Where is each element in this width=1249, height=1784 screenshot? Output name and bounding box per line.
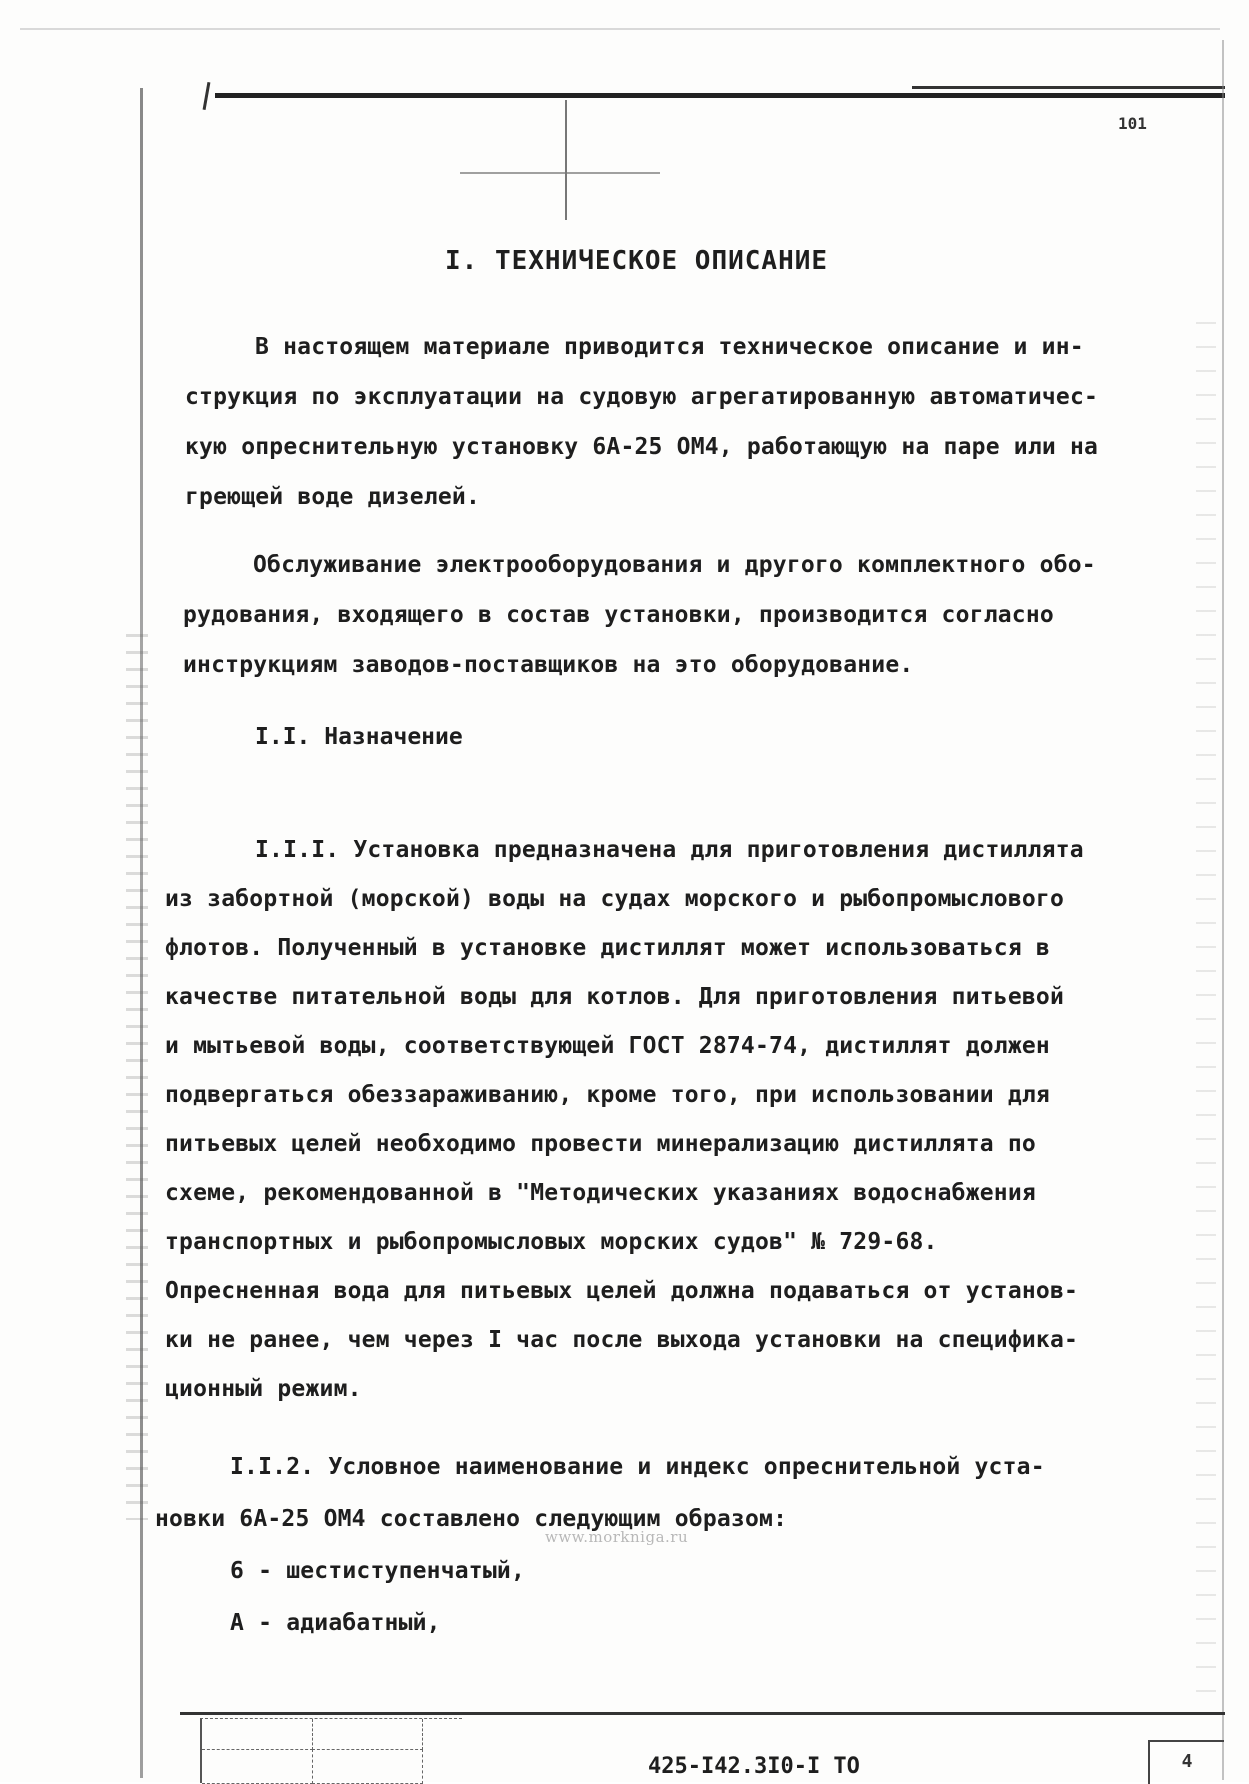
text-line: ционный режим.: [165, 1376, 362, 1402]
frame-top-line-secondary: [912, 86, 1225, 89]
stamp-cell: [312, 1749, 423, 1784]
page-number-mark: 101: [1118, 114, 1147, 133]
text-line: струкция по эксплуатации на судовую агрегатированную автоматичес-: [185, 384, 1099, 410]
text-line: и мытьевой воды, соответствующей ГОСТ 2874-74, дистиллят должен: [165, 1033, 1050, 1059]
stamp-cell: [312, 1719, 423, 1750]
document-code: 425-I42.3I0-I ТО: [648, 1754, 860, 1779]
document-title: I. ТЕХНИЧЕСКОЕ ОПИСАНИЕ: [445, 246, 829, 276]
left-edge-scan-noise: [126, 620, 148, 1520]
list-item: А - адиабатный,: [230, 1610, 441, 1636]
sheet-number: 4: [1148, 1740, 1224, 1784]
text-line: флотов. Полученный в установке дистиллят может использоваться в: [165, 935, 1050, 961]
text-line: качестве питательной воды для котлов. Для приготовления питьевой: [165, 984, 1065, 1010]
frame-bottom-line: [180, 1712, 1225, 1715]
stamp-cell: [202, 1719, 313, 1750]
title-block-stamp: [200, 1718, 462, 1783]
frame-top-line: [215, 93, 1225, 98]
purpose-paragraph: [165, 826, 1084, 1414]
text-line: кую опреснительную установку 6А-25 ОМ4, работающую на паре или на: [185, 434, 1099, 460]
section-heading: I.I. Назначение: [255, 724, 463, 750]
service-paragraph: [183, 540, 1096, 690]
intro-paragraph: [185, 322, 1098, 522]
list-item: 6 - шестиступенчатый,: [230, 1558, 525, 1584]
text-line: Обслуживание электрооборудования и другого комплектного обо-: [253, 552, 1096, 578]
corner-tick-mark: [203, 82, 211, 110]
frame-right-line: [1222, 40, 1224, 1780]
watermark: www.morkniga.ru: [545, 1528, 689, 1546]
text-line: инструкциям заводов-поставщиков на это оборудование.: [183, 652, 914, 678]
text-line: ки не ранее, чем через I час после выхода установки на специфика-: [165, 1327, 1079, 1353]
scan-edge-line: [20, 28, 1220, 30]
center-fold-mark: [565, 100, 567, 220]
text-line: рудования, входящего в состав установки, производится согласно: [183, 602, 1054, 628]
text-line: I.I.2. Условное наименование и индекс опреснительной уста-: [230, 1454, 1045, 1480]
text-line: схеме, рекомендованной в "Методических указаниях водоснабжения: [165, 1180, 1036, 1206]
text-line: транспортных и рыбопромысловых морских судов" № 729-68.: [165, 1229, 938, 1255]
text-line: новки 6А-25 ОМ4 составлено следующим образом:: [155, 1506, 788, 1532]
stamp-cell: [202, 1749, 313, 1784]
text-line: I.I.I. Установка предназначена для приготовления дистиллята: [255, 837, 1084, 863]
text-line: питьевых целей необходимо провести минерализацию дистиллята по: [165, 1131, 1036, 1157]
text-line: из забортной (морской) воды на судах морского и рыбопромыслового: [165, 886, 1065, 912]
text-line: подвергаться обеззараживанию, кроме того, при использовании для: [165, 1082, 1050, 1108]
text-line: греющей воде дизелей.: [185, 484, 480, 510]
text-line: В настоящем материале приводится техническое описание и ин-: [255, 334, 1084, 360]
right-edge-scan-noise: [1196, 300, 1216, 1700]
text-line: Опресненная вода для питьевых целей должна подаваться от установ-: [165, 1278, 1079, 1304]
center-dash-mark: [460, 172, 660, 174]
